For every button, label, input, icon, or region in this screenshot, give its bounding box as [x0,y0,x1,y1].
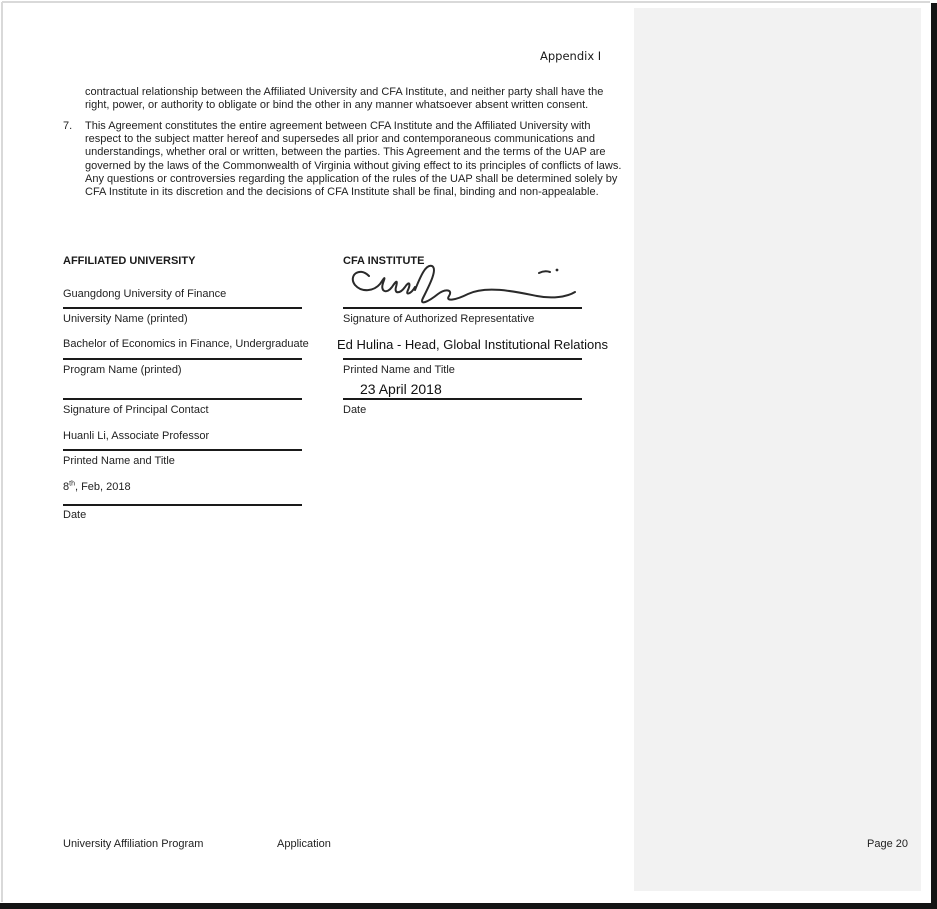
frame-left-border [1,2,3,902]
date-rest: , Feb, 2018 [74,481,131,493]
authorized-signature-label: Signature of Authorized Representative [343,313,535,325]
authorized-signature-image [345,261,581,308]
list-item-7-number: 7. [63,120,73,132]
frame-bottom-border [0,903,937,909]
university-name-value: Guangdong University of Finance [63,288,227,300]
program-name-line [63,358,302,360]
program-name-value: Bachelor of Economics in Finance, Undergraduate [63,338,309,350]
representative-printed-name-line [343,358,582,360]
principal-date-value [63,481,131,493]
principal-printed-name-label: Printed Name and Title [63,455,175,467]
program-name-label: Program Name (printed) [63,364,182,376]
representative-date-label: Date [343,404,367,416]
footer-application-label: Application [277,838,331,850]
principal-date-line [63,504,302,506]
university-name-label: University Name (printed) [63,313,188,325]
cfa-institute-heading: CFA INSTITUTE [343,255,425,267]
frame-right-border [931,3,937,909]
appendix-label: Appendix I [540,49,602,63]
affiliated-university-heading: AFFILIATED UNIVERSITY [63,255,196,267]
principal-date-label: Date [63,509,87,521]
principal-signature-label: Signature of Principal Contact [63,404,209,416]
date-day: 8 [63,481,70,493]
list-item-7-text: This Agreement constitutes the entire agreement between CFA Institute and the Affiliated University with respect to the subject matter hereof and supersedes all prior and contemporaneous communications and understandings, whether oral or written, between the parties. This Agreement and the terms of the UAP are governed by the laws of the Commonwealth of Virginia without giving effect to its principles of conflicts of laws. Any questions or controversies regarding the application of the rules of the UAP shall be determined solely by CFA Institute in its discretion and the decisions of CFA Institute shall be final, binding and non-appealable. [85,120,627,199]
authorized-signature-line [343,307,582,309]
footer-program-label: University Affiliation Program [63,838,204,850]
university-name-line [63,307,302,309]
representative-date-value: 23 April 2018 [360,381,442,397]
frame-top-border [2,1,930,3]
footer-page-number: Page 20 [867,838,908,850]
principal-printed-name-line [63,449,302,451]
representative-printed-name-value: Ed Hulina - Head, Global Institutional Relations [337,337,608,352]
gray-side-panel [634,8,921,891]
representative-date-line [343,398,582,400]
representative-printed-name-label: Printed Name and Title [343,364,455,376]
principal-printed-name-value: Huanli Li, Associate Professor [63,430,210,442]
intro-paragraph: contractual relationship between the Affiliated University and CFA Institute, and neither party shall have the right, power, or authority to obligate or bind the other in any manner whatsoever absent written consent. [85,86,607,112]
principal-signature-line [63,398,302,400]
date-ordinal: th [69,480,75,488]
